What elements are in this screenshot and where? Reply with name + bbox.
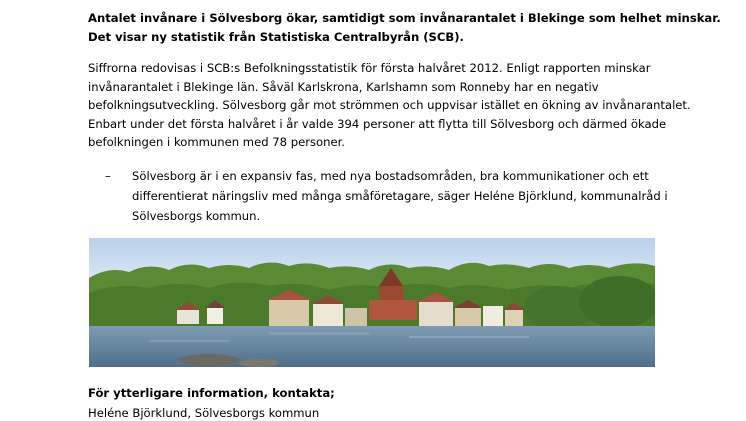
lead-paragraph — [88, 9, 721, 46]
quote-line-1: Sölvesborg är i en expansiv fas, med nya bostadsområden, bra kommunikationer och ett — [132, 169, 649, 183]
body-line-5: befolkningen i kommunen med 78 personer. — [88, 135, 345, 149]
contact-heading: För ytterligare information, kontakta; — [88, 386, 335, 400]
quote-dash: – — [105, 169, 111, 183]
body-line-1: Siffrorna redovisas i SCB:s Befolkningsstatistik för första halvåret 2012. Enligt rapporten minskar — [88, 61, 651, 75]
quote-line-2: differentierat näringsliv med många småföretagare, säger Heléne Björklund, kommunalråd i — [132, 189, 668, 203]
contact-name: Heléne Björklund, Sölvesborgs kommun — [88, 406, 320, 420]
town-photo — [89, 238, 655, 367]
body-paragraph — [88, 59, 691, 152]
lead-line-2: Det visar ny statistik från Statistiska Centralbyrån (SCB). — [88, 29, 464, 44]
body-line-3: befolkningsutveckling. Sölvesborg går mot strömmen och uppvisar istället en ökning av invånarantalet. — [88, 98, 691, 112]
body-line-4: Enbart under det första halvåret i år valde 394 personer att flytta till Sölvesborg och därmed ökade — [88, 116, 667, 131]
quote-text — [132, 166, 668, 226]
body-line-2: invånarantalet i Blekinge län. Såväl Karlskrona, Karlshamn som Ronneby har en negativ — [88, 79, 599, 94]
lead-line-1: Antalet invånare i Sölvesborg ökar, samtidigt som invånarantalet i Blekinge som helhet minskar. — [88, 11, 721, 25]
quote-line-3: Sölvesborgs kommun. — [132, 209, 261, 223]
